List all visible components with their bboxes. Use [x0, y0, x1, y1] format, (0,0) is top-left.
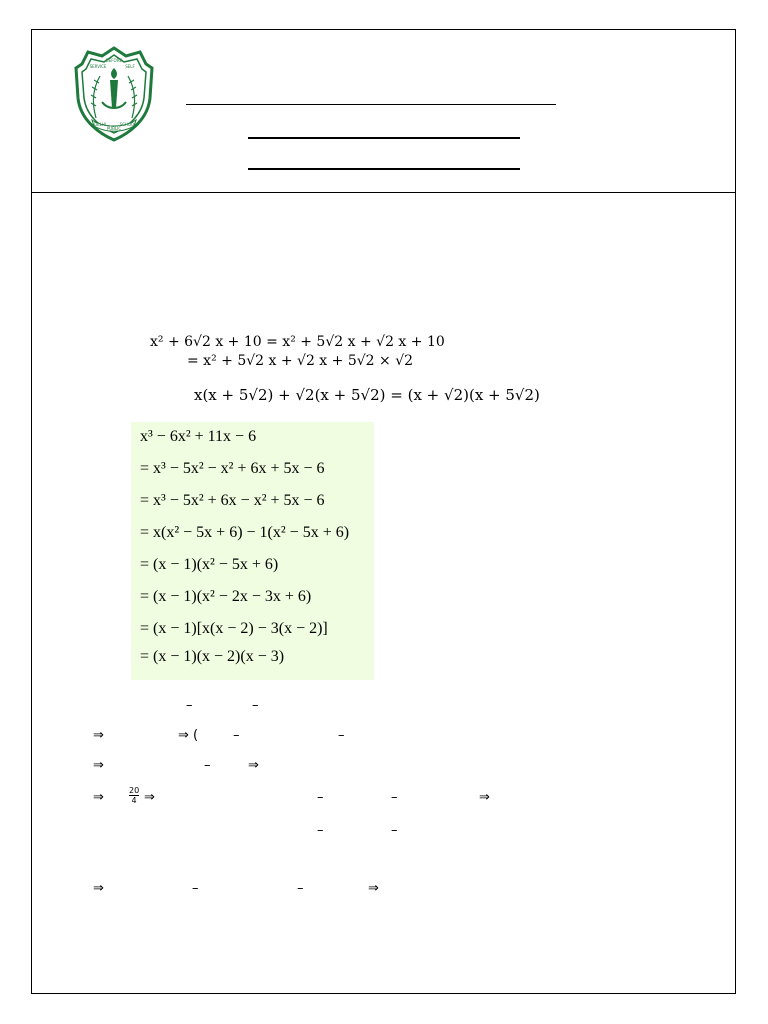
fraction-denominator: 4	[129, 795, 139, 805]
implies-arrow-icon: ⇒	[144, 790, 155, 805]
minus-sign: –	[204, 758, 211, 773]
motto-self-text: SELF	[125, 64, 135, 69]
expression-line-2: = x² + 5√2 x + √2 x + 5√2 × √2	[187, 353, 414, 369]
minus-sign: –	[317, 790, 324, 805]
school-logo-icon	[74, 46, 154, 142]
minus-sign: –	[192, 881, 199, 896]
expression-line-1: x² + 6√2 x + 10 = x² + 5√2 x + √2 x + 10	[150, 334, 445, 350]
minus-sign: –	[317, 823, 324, 838]
minus-sign: –	[391, 823, 398, 838]
fraction-twenty-over-four	[129, 786, 139, 805]
banner-school-text: SCHOOL	[119, 122, 137, 127]
implies-arrow-icon: ⇒	[93, 881, 104, 896]
header-rule-3	[248, 168, 520, 170]
implies-arrow-icon: ⇒	[93, 758, 104, 773]
factorisation-box	[131, 422, 374, 680]
motto-service-text: SERVICE	[89, 64, 107, 69]
implies-arrow-icon: ⇒	[479, 790, 490, 805]
implies-paren-symbol: ⇒ (	[178, 728, 199, 743]
expression-line-3: x(x + 5√2) + √2(x + 5√2) = (x + √2)(x + 5√2)	[194, 386, 540, 404]
implies-arrow-icon: ⇒	[248, 758, 259, 773]
factor-step-6: = (x − 1)(x² − 2x − 3x + 6)	[140, 588, 312, 605]
implies-arrow-icon: ⇒	[368, 881, 379, 896]
factor-step-8: = (x − 1)(x − 2)(x − 3)	[140, 648, 285, 665]
minus-sign: –	[297, 881, 304, 896]
factor-step-1: x³ − 6x² + 11x − 6	[140, 428, 257, 445]
minus-sign: –	[391, 790, 398, 805]
factor-step-2: = x³ − 5x² − x² + 6x + 5x − 6	[140, 460, 325, 477]
minus-sign: –	[338, 728, 345, 743]
motto-before-text: BEFORE	[105, 58, 123, 63]
header-rule-2	[248, 137, 520, 139]
banner-delhi-text: DELHI	[93, 122, 107, 127]
factor-step-5: = (x − 1)(x² − 5x + 6)	[140, 556, 279, 573]
minus-sign: –	[233, 728, 240, 743]
minus-sign: –	[186, 698, 193, 713]
fraction-numerator: 20	[129, 786, 140, 795]
banner-public-text: PUBLIC	[106, 126, 122, 131]
factor-step-4: = x(x² − 5x + 6) − 1(x² − 5x + 6)	[140, 524, 350, 541]
factor-step-3: = x³ − 5x² + 6x − x² + 5x − 6	[140, 492, 325, 509]
factor-step-7: = (x − 1)[x(x − 2) − 3(x − 2)]	[140, 620, 328, 637]
header-rule-1	[186, 104, 556, 105]
implies-arrow-icon: ⇒	[93, 728, 104, 743]
header-divider	[31, 192, 736, 193]
minus-sign: –	[252, 698, 259, 713]
implies-arrow-icon: ⇒	[93, 790, 104, 805]
